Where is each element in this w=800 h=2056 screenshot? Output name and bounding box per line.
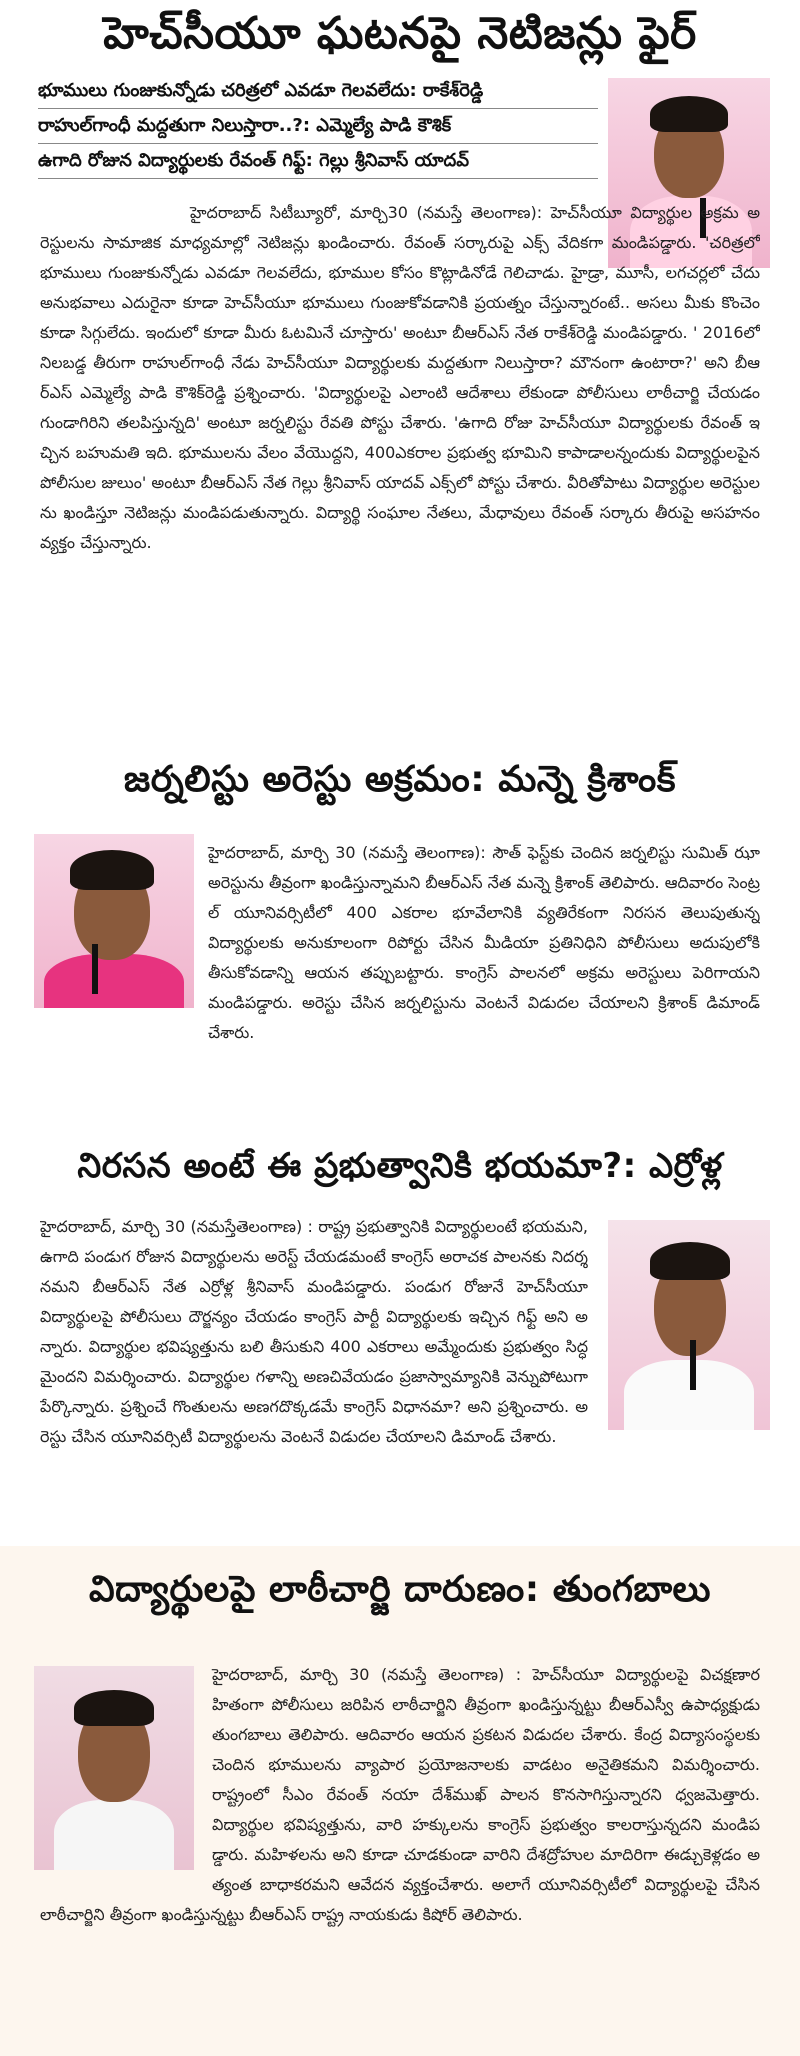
article-body: హైదరాబాద్, మార్చి 30 (నమస్తే తెలంగాణ): సౌత్ ఫెస్ట్‌కు చెందిన జర్నలిస్టు సుమిత్ ఝా అరెస్టును తీవ్రంగా ఖండిస్తున్నామని బీఆర్‌ఎస్ నేత మన్నె క్రిశాంక్ తెలిపారు. ఆదివారం సెంట్రల్ యూనివర్సిటీలో 400 ఎకరాల భూవేలానికి వ్యతిరేకంగా నిరసన తెలుపుతున్న విద్యార్థులకు అనుకూలంగా రిపోర్టు చేసిన మీడియా ప్రతినిధిని పోలీసులు అదుపులోకి తీసుకోవడాన్ని ఆయన తప్పుబట్టారు. కాంగ్రెస్ పాలనలో అక్రమ అరెస్టులు పెరిగాయని మండిపడ్డారు. అరెస్టు చేసిన జర్నలిస్టును వెంటనే విడుదల చేయాలని క్రిశాంక్ డిమాండ్ చేశారు. xyxy=(208,843,760,1042)
story-tungabalu xyxy=(0,1546,800,2056)
article-body: హైదరాబాద్, మార్చి 30 (నమస్తే తెలంగాణ) : హెచ్‌సీయూ విద్యార్థులపై విచక్షణారహితంగా పోలీసులు జరిపిన లాఠీచార్జిని తీవ్రంగా ఖండిస్తున్నట్టు బీఆర్‌ఎస్వీ ఉపాధ్యక్షుడు తుంగబాలు తెలిపారు. ఆదివారం ఆయన ప్రకటన విడుదల చేశారు. కేంద్ర విద్యాసంస్థలకు చెందిన భూములను వ్యాపార ప్రయోజనాలకు వాడటం అనైతికమని విమర్శించారు. రాష్ట్రంలో సీఎం రేవంత్ నయా దేశ్‌ముఖ్ పాలన కొనసాగిస్తున్నారని ధ్వజమెత్తారు. విద్యార్థుల భవిష్యత్తును, వారి హక్కులను కాంగ్రెస్ ప్రభుత్వం కాలరాస్తున్నదని మండిపడ్డారు. మహిళలను అని కూడా చూడకుండా వారిని దేశద్రోహుల మాదిరిగా ఈడ్చుకెళ్లడం అత్యంత బాధాకరమని ఆవేదన వ్యక్తంచేశారు. అలాగే యూనివర్సిటీలో విద్యార్థులపై చేసిన లాఠీచార్జిని తీవ్రంగా ఖండిస్తున్నట్టు బీఆర్‌ఎస్ రాష్ట్ర నాయకుడు కిషోర్ తెలిపారు. xyxy=(40,1665,760,1924)
headline: నిరసన అంటే ఈ ప్రభుత్వానికి భయమా?: ఎర్రోళ్ల xyxy=(77,1146,723,1186)
story-netizens xyxy=(0,0,800,738)
subhead: భూములు గుంజుకున్నోడు చరిత్రలో ఎవడూ గెలవలేదు: రాకేశ్‌రెడ్డి xyxy=(38,74,598,109)
headline: హెచ్‌సీయూ ఘటనపై నెటిజన్లు ఫైర్ xyxy=(103,8,697,59)
story-journalist-arrest xyxy=(0,738,800,1124)
subhead: రాహుల్‌గాంధీ మద్దతుగా నిలుస్తారా..?: ఎమ్మెల్యే పాడి కౌశిక్ xyxy=(38,109,598,144)
article-body: హైదరాబాద్ సిటీబ్యూరో, మార్చి30 (నమస్తే తెలంగాణ): హెచ్‌సీయూ విద్యార్థుల అక్రమ అరెస్టులను సామాజిక మాధ్యమాల్లో నెటిజన్లు ఖండించారు. రేవంత్ సర్కారుపై ఎక్స్ వేదికగా మండిపడ్డారు. 'చరిత్రలో భూములు గుంజుకున్నోడు ఎవడూ గెలవలేదు, భూముల కోసం కొట్లాడినోడే గెలిచాడు. హైడ్రా, మూసీ, లగచర్లలో చేదు అనుభవాలు ఎదురైనా కూడా హెచ్‌సీయూ భూములు గుంజుకోవడానికి ప్రయత్నం చేస్తున్నారంటే.. అసలు మీకు కొంచెం కూడా సిగ్గులేదు. ఇందులో కూడా మీరు ఓటమినే చూస్తారు' అంటూ బీఆర్‌ఎస్ నేత రాకేశ్‌రెడ్డి మండిపడ్డారు. ' 2016లో నిలబడ్డ తీరుగా రాహుల్‌గాంధీ నేడు హెచ్‌సీయూ విద్యార్థులకు మద్దతుగా నిలుస్తారా? మౌనంగా ఉంటారా?' అని బీఆర్‌ఎస్ ఎమ్మెల్యే పాడి కౌశిక్‌రెడ్డి ప్రశ్నించారు. 'విద్యార్థులపై ఎలాంటి ఆదేశాలు లేకుండా పోలీసులు లాఠీచార్జి చేయడం గుండాగిరిని తలపిస్తున్నది' అంటూ జర్నలిస్టు రేవతి పోస్టు చేశారు. 'ఉగాది రోజు హెచ్‌సీయూ విద్యార్థులకు రేవంత్ ఇచ్చిన బహుమతి ఇది. భూములను వేలం వేయొద్దని, 400ఎకరాల ప్రభుత్వ భూమిని కాపాడాలన్నందుకు విద్యార్థులపైన పోలీసుల జులుం' అంటూ బీఆర్‌ఎస్ నేత గెల్లు శ్రీనివాస్ యాదవ్ ఎక్స్‌లో పోస్టు చేశారు. వీరితోపాటు విద్యార్థుల అరెస్టులను ఖండిస్తూ నెటిజన్లు మండిపడుతున్నారు. విద్యార్థి సంఘాల నేతలు, మేధావులు రేవంత్ సర్కారు తీరుపై అసహనం వ్యక్తం చేస్తున్నారు. xyxy=(40,203,760,552)
story-errolla xyxy=(0,1124,800,1546)
subheads xyxy=(38,74,598,179)
article-body: హైదరాబాద్, మార్చి 30 (నమస్తేతెలంగాణ) : రాష్ట్ర ప్రభుత్వానికి విద్యార్థులంటే భయమని, ఉగాది పండుగ రోజున విద్యార్థులను అరెస్ట్ చేయడమంటే కాంగ్రెస్ అరాచక పాలనకు నిదర్శనమని బీఆర్‌ఎస్ నేత ఎర్రోళ్ల శ్రీనివాస్ మండిపడ్డారు. పండుగ రోజునే హెచ్‌సీయూ విద్యార్థులపై పోలీసులు దౌర్జన్యం చేయడం కాంగ్రెస్ పార్టీ విద్యార్థులకు ఇచ్చిన గిఫ్ట్ అని అన్నారు. విద్యార్థుల భవిష్యత్తును బలి తీసుకుని 400 ఎకరాలు అమ్మేందుకు ప్రభుత్వం సిద్ధమైందని విమర్శించారు. విద్యార్థుల గళాన్ని అణచివేయడం ప్రజాస్వామ్యానికి వెన్నుపోటుగా పేర్కొన్నారు. ప్రశ్నించే గొంతులను అణగదొక్కడమే కాంగ్రెస్ విధానమా? అని ప్రశ్నించారు. అరెస్టు చేసిన యూనివర్సిటీ విద్యార్థులను వెంటనే విడుదల చేయాలని డిమాండ్ చేశారు. xyxy=(40,1217,588,1446)
subhead: ఉగాది రోజున విద్యార్థులకు రేవంత్ గిఫ్ట్: గెల్లు శ్రీనివాస్ యాదవ్ xyxy=(38,144,598,179)
headline: విద్యార్థులపై లాఠీచార్జి దారుణం: తుంగబాలు xyxy=(88,1569,712,1610)
headline: జర్నలిస్టు అరెస్టు అక్రమం: మన్నె క్రిశాంక్ xyxy=(123,759,677,800)
